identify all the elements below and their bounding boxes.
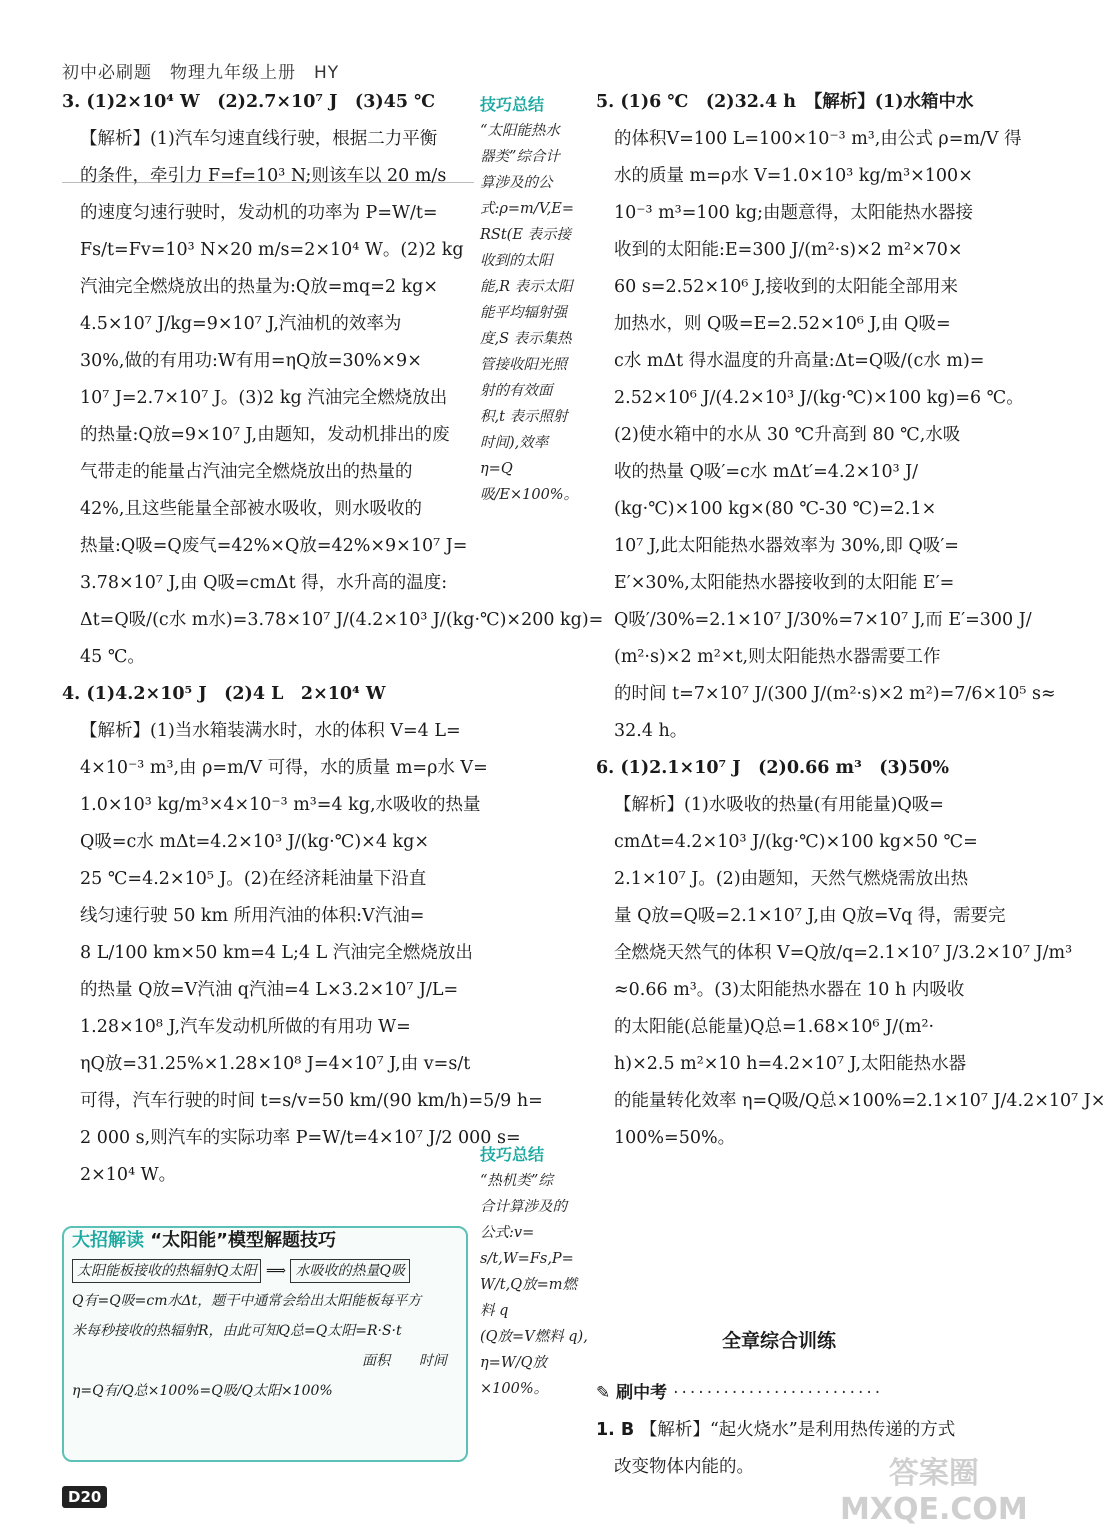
label-area: 面积 [362,1353,390,1369]
label-time: 时间 [418,1353,447,1369]
tip-line: RSt(E 表示接 [480,227,572,243]
pen-icon: ✎ [596,1383,611,1403]
dotted-rule: ························· [673,1383,884,1403]
explanation-line: cmΔt=4.2×10³ J/(kg·℃)×100 kg×50 ℃= [614,832,978,852]
explanation-line: 【解析】(1)汽车匀速直线行驶，根据二力平衡 [80,129,438,149]
explanation-line: 加热水，则 Q吸=E=2.52×10⁶ J,由 Q吸= [614,314,951,334]
explanation-line: 25 ℃=4.2×10⁵ J。(2)在经济耗油量下沿直 [80,869,427,889]
explanation-line: 10⁻³ m³=100 kg;由题意得，太阳能热水器接 [614,203,974,223]
page-header: 初中必刷题 物理九年级上册 HY [62,63,340,83]
watermark: 答案圈 MXQE.COM [840,1456,1028,1527]
explanation-line: 【解析】(1)水吸收的热量(有用能量)Q吸= [614,795,944,815]
explanation-line: 8 L/100 km×50 km=4 L;4 L 汽油完全燃烧放出 [80,943,473,963]
page-number: D20 [62,1486,107,1508]
explanation-line: 10⁷ J,此太阳能热水器效率为 30%,即 Q吸′= [614,536,959,556]
explanation-line: 【解析】(1)当水箱装满水时，水的体积 V=4 L= [80,721,461,741]
explanation-line: 100%=50%。 [614,1128,736,1148]
answer-line: 4. (1)4.2×10⁵ J (2)4 L 2×10⁴ W [62,684,386,704]
flow-box-water: 水吸收的热量Q吸 [290,1259,409,1283]
explanation-line: 2.1×10⁷ J。(2)由题知，天然气燃烧需放出热 [614,869,969,889]
answer-line: 3. (1)2×10⁴ W (2)2.7×10⁷ J (3)45 ℃ [62,92,436,112]
answer-line: 6. (1)2.1×10⁷ J (2)0.66 m³ (3)50% [596,758,949,778]
tip-sidebar-solar [480,92,588,508]
explanation-line: 42%,且这些能量全部被水吸收，则水吸收的 [80,499,422,519]
explanation-line: 的条件，牵引力 F=f=10³ N;则该车以 20 m/s [80,166,447,186]
arrow-right-icon: ⟹ [265,1263,287,1279]
tip-box-title [72,1226,336,1252]
tip-line: η=Q吸/E×100%。 [480,461,579,503]
explanation-line: (kg·℃)×100 kg×(80 ℃-30 ℃)=2.1× [614,499,937,519]
explanation-line: 全燃烧天然气的体积 V=Q放/q=2.1×10⁷ J/3.2×10⁷ J/m³ [614,943,1073,963]
tip-line: “热机类”综 [480,1173,553,1189]
explanation-line: 的体积V=100 L=100×10⁻³ m³,由公式 ρ=m/V 得 [614,129,1022,149]
tip-heading: 技巧总结 [480,95,545,114]
explanation-line: Δt=Q吸/(c水 m水)=3.78×10⁷ J/(4.2×10³ J/(kg·℃)×200 kg)= [80,610,604,630]
tip-line: 积,t 表示照射 [480,409,568,425]
tip-line: 管接收阳光照 [480,357,567,373]
explanation-line: Q吸′/30%=2.1×10⁷ J/30%=7×10⁷ J,而 E′=300 J/ [614,610,1032,630]
tip-line: 时间),效率 [480,435,549,451]
tip-sidebar-engine [480,1142,588,1402]
explanation-line: 热量:Q吸=Q废气=42%×Q放=42%×9×10⁷ J= [80,536,468,556]
tip-line: 算涉及的公 [480,175,553,191]
tip-line-2: 米每秒接收的热辐射R，由此可知Q总=Q太阳=R·S·t [72,1323,402,1339]
explanation-line: 1.28×10⁸ J,汽车发动机所做的有用功 W= [80,1017,411,1037]
tip-line: 能平均辐射强 [480,305,567,321]
explanation-line: 3.78×10⁷ J,由 Q吸=cmΔt 得，水升高的温度: [80,573,448,593]
tip-line: “太阳能热水 [480,123,560,139]
tip-box-heading: “太阳能”模型解题技巧 [150,1230,336,1251]
explanation-line: 汽油完全燃烧放出的热量为:Q放=mq=2 kg× [80,277,439,297]
explanation-line: 的时间 t=7×10⁷ J/(300 J/(m²·s)×2 m²)=7/6×10⁵ s≈ [614,684,1056,704]
flow-box-solar: 太阳能板接收的热辐射Q太阳 [72,1259,261,1283]
question-text-cont: 改变物体内能的。 [614,1457,754,1477]
explanation-line: (m²·s)×2 m²×t,则太阳能热水器需要工作 [614,647,941,667]
explanation-line: 的太阳能(总能量)Q总=1.68×10⁶ J/(m²· [614,1017,935,1037]
explanation-line: Q吸=c水 mΔt=4.2×10³ J/(kg·℃)×4 kg× [80,832,429,852]
tip-box-label: 大招解读 [72,1230,144,1251]
tip-line: W/t,Q放=m燃料 q [480,1277,578,1319]
explanation-line: 30%,做的有用功:W有用=ηQ放=30%×9× [80,351,422,371]
explanation-line: 气带走的能量占汽油完全燃烧放出的热量的 [80,462,413,482]
explanation-line: 2.52×10⁶ J/(4.2×10³ J/(kg·℃)×100 kg)=6 ℃。 [614,388,1024,408]
tip-line: 式:ρ=m/V,E= [480,201,574,217]
explanation-line: 线匀速行驶 50 km 所用汽油的体积:V汽油= [80,906,425,926]
tip-line: η=W/Q放×100%。 [480,1355,549,1397]
explanation-line: 的热量:Q放=9×10⁷ J,由题知，发动机排出的废 [80,425,450,445]
explanation-line: 1.0×10³ kg/m³×4×10⁻³ m³=4 kg,水吸收的热量 [80,795,481,815]
explanation-line: 45 ℃。 [80,647,145,667]
explanation-line: 60 s=2.52×10⁶ J,接收到的太阳能全部用来 [614,277,959,297]
explanation-line: 4.5×10⁷ J/kg=9×10⁷ J,汽油机的效率为 [80,314,402,334]
explanation-line: 量 Q放=Q吸=2.1×10⁷ J,由 Q放=Vq 得，需要完 [614,906,1006,926]
section-title: 全章综合训练 [722,1330,837,1352]
tip-line: 能,R 表示太阳 [480,279,573,295]
tip-line: 射的有效面 [480,383,553,399]
tip-line: (Q放=V燃料 q), [480,1329,588,1345]
tip-line: 器类”综合计 [480,149,560,165]
tip-heading: 技巧总结 [480,1145,545,1164]
explanation-line: 10⁷ J=2.7×10⁷ J。(3)2 kg 汽油完全燃烧放出 [80,388,448,408]
explanation-line: 32.4 h。 [614,721,688,741]
explanation-line: 收到的太阳能:E=300 J/(m²·s)×2 m²×70× [614,240,963,260]
explanation-line: 4×10⁻³ m³,由 ρ=m/V 可得，水的质量 m=ρ水 V= [80,758,488,778]
tip-line: 合计算涉及的 [480,1199,567,1215]
explanation-line: Fs/t=Fv=10³ N×20 m/s=2×10⁴ W。(2)2 kg [80,240,464,260]
answer-line: 5. (1)6 ℃ (2)32.4 h 【解析】(1)水箱中水 [596,92,974,112]
explanation-line: ηQ放=31.25%×1.28×10⁸ J=4×10⁷ J,由 v=s/t [80,1054,471,1074]
explanation-line: 的热量 Q放=V汽油 q汽油=4 L×3.2×10⁷ J/L= [80,980,459,1000]
tip-line: 收到的太阳 [480,253,553,269]
tip-line: 公式:v= [480,1225,535,1241]
explanation-line: 2 000 s,则汽车的实际功率 P=W/t=4×10⁷ J/2 000 s= [80,1128,521,1148]
right-column [596,84,1105,1157]
explanation-line: 的速度匀速行驶时，发动机的功率为 P=W/t= [80,203,438,223]
brush-heading [596,1378,883,1403]
explanation-line: 2×10⁴ W。 [80,1165,177,1185]
explanation-line: (2)使水箱中的水从 30 ℃升高到 80 ℃,水吸 [614,425,961,445]
explanation-line: 水的质量 m=ρ水 V=1.0×10³ kg/m³×100× [614,166,973,186]
tip-line: s/t,W=Fs,P= [480,1251,574,1267]
explanation-line: E′×30%,太阳能热水器接收到的太阳能 E′= [614,573,955,593]
tip-box-content [72,1256,447,1406]
brush-label: 刷中考 [616,1383,668,1403]
question-text: 【解析】“起火烧水”是利用热传递的方式 [639,1420,956,1440]
question-number: 1. B [596,1420,635,1440]
explanation-line: 收的热量 Q吸′=c水 mΔt′=4.2×10³ J/ [614,462,919,482]
explanation-line: ≈0.66 m³。(3)太阳能热水器在 10 h 内吸收 [614,980,965,1000]
explanation-line: 的能量转化效率 η=Q吸/Q总×100%=2.1×10⁷ J/4.2×10⁷ J× [614,1091,1105,1111]
tip-box [62,1226,468,1462]
tip-line: 度,S 表示集热 [480,331,572,347]
explanation-line: h)×2.5 m²×10 h=4.2×10⁷ J,太阳能热水器 [614,1054,967,1074]
explanation-line: c水 mΔt 得水温度的升高量:Δt=Q吸/(c水 m)= [614,351,985,371]
tip-line-3: η=Q有/Q总×100%=Q吸/Q太阳×100% [72,1383,333,1399]
explanation-line: 可得，汽车行驶的时间 t=s/v=50 km/(90 km/h)=5/9 h= [80,1091,543,1111]
tip-line-1: Q有=Q吸=cm水Δt，题干中通常会给出太阳能板每平方 [72,1293,422,1309]
